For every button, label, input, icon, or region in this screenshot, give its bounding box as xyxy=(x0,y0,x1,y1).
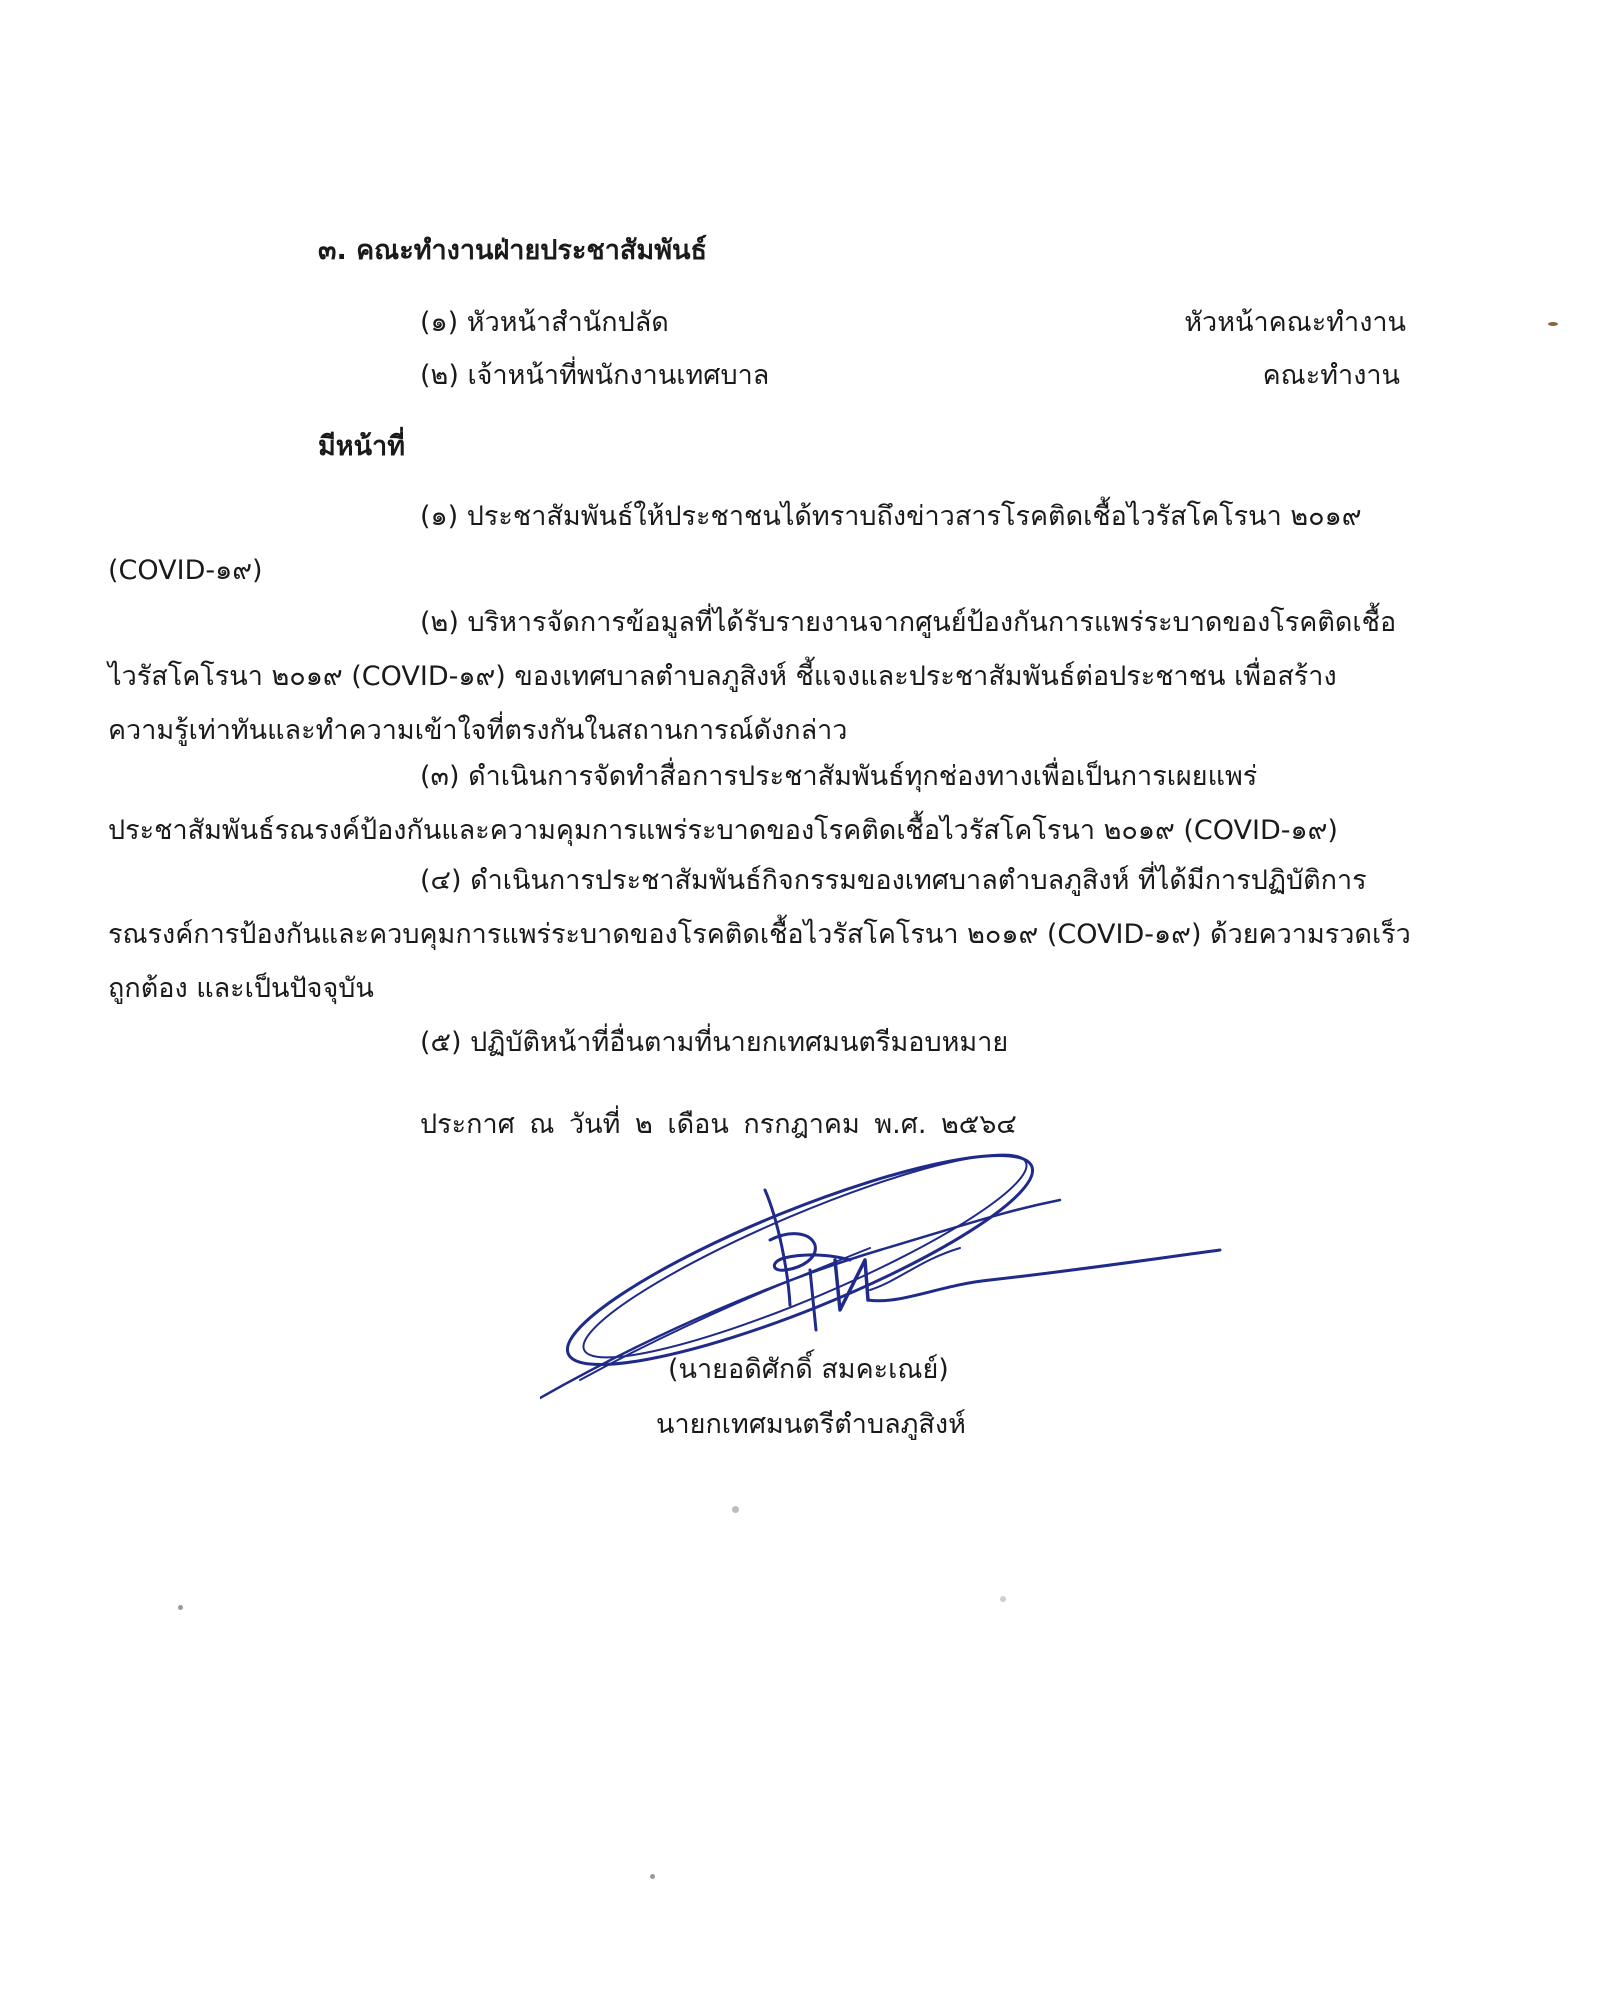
duty-1 xyxy=(108,490,1362,598)
duty-2-line-2: ไวรัสโคโรนา ๒๐๑๙ (COVID-๑๙) ของเทศบาลตำบลภูสิงห์ ชี้แจงและประชาสัมพันธ์ต่อประชาชน เพื่อสร้าง xyxy=(108,661,1337,692)
scan-speck xyxy=(732,1506,739,1513)
duty-2-line-3: ความรู้เท่าทันและทำความเข้าใจที่ตรงกันในสถานการณ์ดังกล่าว xyxy=(108,715,848,746)
duty-1-line-2: (COVID-๑๙) xyxy=(108,555,263,586)
announcement-date: ประกาศ ณ วันที่ ๒ เดือน กรกฎาคม พ.ศ. ๒๕๖๔ xyxy=(420,1109,1017,1140)
duty-4-line-1: (๔) ดำเนินการประชาสัมพันธ์กิจกรรมของเทศบาลตำบลภูสิงห์ ที่ได้มีการปฏิบัติการ xyxy=(420,865,1367,896)
member-1-name: (๑) หัวหน้าสำนักปลัด xyxy=(420,307,669,338)
scan-speck xyxy=(1000,1596,1006,1602)
scan-speck xyxy=(178,1605,183,1610)
member-2-name: (๒) เจ้าหน้าที่พนักงานเทศบาล xyxy=(420,360,770,391)
scan-speck xyxy=(1548,322,1558,326)
duty-5-line-1: (๕) ปฏิบัติหน้าที่อื่นตามที่นายกเทศมนตรีมอบหมาย xyxy=(420,1027,1009,1058)
member-1-role: หัวหน้าคณะทำงาน xyxy=(1184,307,1406,338)
signatory-position: นายกเทศมนตรีตำบลภูสิงห์ xyxy=(656,1409,966,1440)
duties-heading: มีหน้าที่ xyxy=(318,431,406,462)
duty-1-line-1: (๑) ประชาสัมพันธ์ให้ประชาชนได้ทราบถึงข่าวสารโรคติดเชื้อไวรัสโคโรนา ๒๐๑๙ xyxy=(420,501,1362,532)
duty-3-line-1: (๓) ดำเนินการจัดทำสื่อการประชาสัมพันธ์ทุกช่องทางเพื่อเป็นการเผยแพร่ xyxy=(420,761,1258,792)
duty-3 xyxy=(108,750,1338,858)
duty-2-line-1: (๒) บริหารจัดการข้อมูลที่ได้รับรายงานจากศูนย์ป้องกันการแพร่ระบาดของโรคติดเชื้อ xyxy=(420,607,1397,638)
duty-4 xyxy=(108,854,1411,1016)
duty-2 xyxy=(108,596,1396,758)
duty-4-line-2: รณรงค์การป้องกันและควบคุมการแพร่ระบาดของโรคติดเชื้อไวรัสโคโรนา ๒๐๑๙ (COVID-๑๙) ด้วยความรวดเร็ว xyxy=(108,919,1411,950)
duty-5 xyxy=(108,1016,1008,1070)
duty-3-line-2: ประชาสัมพันธ์รณรงค์ป้องกันและความคุมการแพร่ระบาดของโรคติดเชื้อไวรัสโคโรนา ๒๐๑๙ (COVID-๑๙) xyxy=(108,815,1338,846)
section-heading: ๓. คณะทำงานฝ่ายประชาสัมพันธ์ xyxy=(318,235,707,266)
signatory-name: (นายอดิศักดิ์ สมคะเณย์) xyxy=(668,1354,949,1385)
member-2-role: คณะทำงาน xyxy=(1262,360,1400,391)
duty-4-line-3: ถูกต้อง และเป็นปัจจุบัน xyxy=(108,973,374,1004)
scan-speck xyxy=(650,1874,655,1879)
